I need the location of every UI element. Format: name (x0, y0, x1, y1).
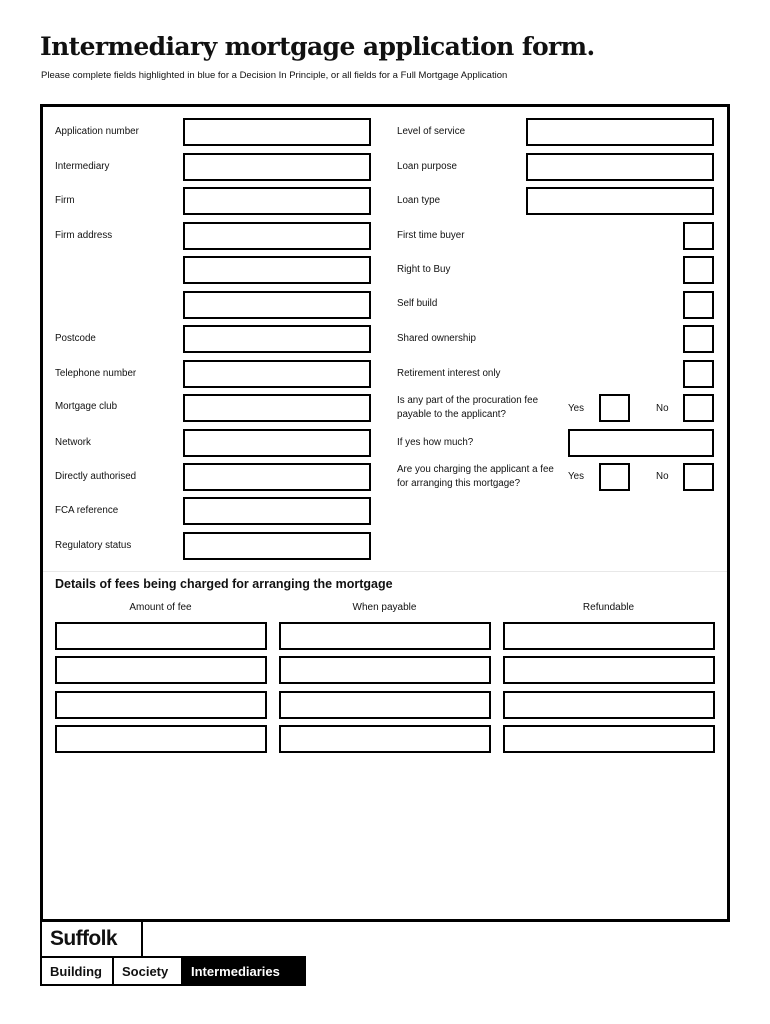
loan-purpose-label: Loan purpose (397, 161, 457, 172)
network-input[interactable] (183, 429, 371, 457)
loan-type-label: Loan type (397, 195, 441, 206)
first-time-buyer-checkbox[interactable] (683, 222, 714, 250)
level-of-service-input[interactable] (526, 118, 714, 146)
firm-address-label: Firm address (55, 230, 113, 241)
first-time-buyer-label: First time buyer (397, 230, 465, 241)
firm-address-line-3[interactable] (183, 291, 371, 319)
fee-refundable-input[interactable] (503, 622, 715, 650)
telephone-number-label: Telephone number (55, 368, 137, 379)
logo-intermediaries: Intermediaries (181, 956, 306, 986)
retirement-interest-only-checkbox[interactable] (683, 360, 714, 388)
fee-when-payable-input[interactable] (279, 691, 491, 719)
charging-yes-label: Yes (568, 471, 584, 482)
logo-suffolk: Suffolk (40, 920, 143, 958)
self-build-checkbox[interactable] (683, 291, 714, 319)
mortgage-club-input[interactable] (183, 394, 371, 422)
directly-authorised-label: Directly authorised (55, 471, 137, 482)
fee-when-payable-input[interactable] (279, 725, 491, 753)
regulatory-status-input[interactable] (183, 532, 371, 560)
when-payable-header: When payable (352, 602, 417, 613)
charging-yes-checkbox[interactable] (599, 463, 630, 491)
if-yes-how-much-input[interactable] (568, 429, 714, 457)
procuration-no-checkbox[interactable] (683, 394, 714, 422)
fee-refundable-input[interactable] (503, 725, 715, 753)
page-subtitle: Please complete fields highlighted in blue for a Decision In Principle, or all fields for a Full Mortgage Application (41, 70, 508, 81)
firm-address-line-1[interactable] (183, 222, 371, 250)
refundable-header: Refundable (582, 602, 635, 613)
loan-type-input[interactable] (526, 187, 714, 215)
fca-reference-label: FCA reference (55, 505, 119, 516)
fee-when-payable-input[interactable] (279, 656, 491, 684)
fee-when-payable-input[interactable] (279, 622, 491, 650)
procuration-yes-checkbox[interactable] (599, 394, 630, 422)
page-title: Intermediary mortgage application form. (40, 32, 595, 61)
intermediary-label: Intermediary (55, 161, 110, 172)
regulatory-status-label: Regulatory status (55, 540, 132, 551)
telephone-number-input[interactable] (183, 360, 371, 388)
firm-address-line-2[interactable] (183, 256, 371, 284)
shared-ownership-label: Shared ownership (397, 333, 476, 344)
fee-refundable-input[interactable] (503, 691, 715, 719)
right-to-buy-label: Right to Buy (397, 264, 451, 275)
charging-question-label: Are you charging the applicant a fee for arranging this mortgage? (397, 464, 554, 489)
right-to-buy-checkbox[interactable] (683, 256, 714, 284)
application-number-label: Application number (55, 126, 139, 137)
logo-building: Building (40, 956, 114, 986)
fee-amount-input[interactable] (55, 622, 267, 650)
if-yes-how-much-label: If yes how much? (397, 437, 474, 448)
procuration-no-label: No (656, 403, 669, 414)
self-build-label: Self build (397, 298, 438, 309)
procuration-question-label: Is any part of the procuration fee payable to the applicant? (397, 395, 539, 420)
charging-no-checkbox[interactable] (683, 463, 714, 491)
network-label: Network (55, 437, 91, 448)
level-of-service-label: Level of service (397, 126, 466, 137)
directly-authorised-input[interactable] (183, 463, 371, 491)
application-number-input[interactable] (183, 118, 371, 146)
procuration-yes-label: Yes (568, 403, 584, 414)
shared-ownership-checkbox[interactable] (683, 325, 714, 353)
section-divider (43, 571, 727, 572)
fee-amount-input[interactable] (55, 725, 267, 753)
amount-of-fee-header: Amount of fee (129, 602, 192, 613)
fees-section-title: Details of fees being charged for arranging the mortgage (55, 577, 393, 591)
retirement-interest-only-label: Retirement interest only (397, 368, 501, 379)
intermediary-input[interactable] (183, 153, 371, 181)
logo-society: Society (112, 956, 183, 986)
mortgage-club-label: Mortgage club (55, 401, 118, 412)
postcode-label: Postcode (55, 333, 96, 344)
fca-reference-input[interactable] (183, 497, 371, 525)
charging-no-label: No (656, 471, 669, 482)
postcode-input[interactable] (183, 325, 371, 353)
fee-amount-input[interactable] (55, 691, 267, 719)
form-frame (40, 104, 730, 922)
fee-refundable-input[interactable] (503, 656, 715, 684)
firm-input[interactable] (183, 187, 371, 215)
firm-label: Firm (55, 195, 75, 206)
loan-purpose-input[interactable] (526, 153, 714, 181)
fee-amount-input[interactable] (55, 656, 267, 684)
